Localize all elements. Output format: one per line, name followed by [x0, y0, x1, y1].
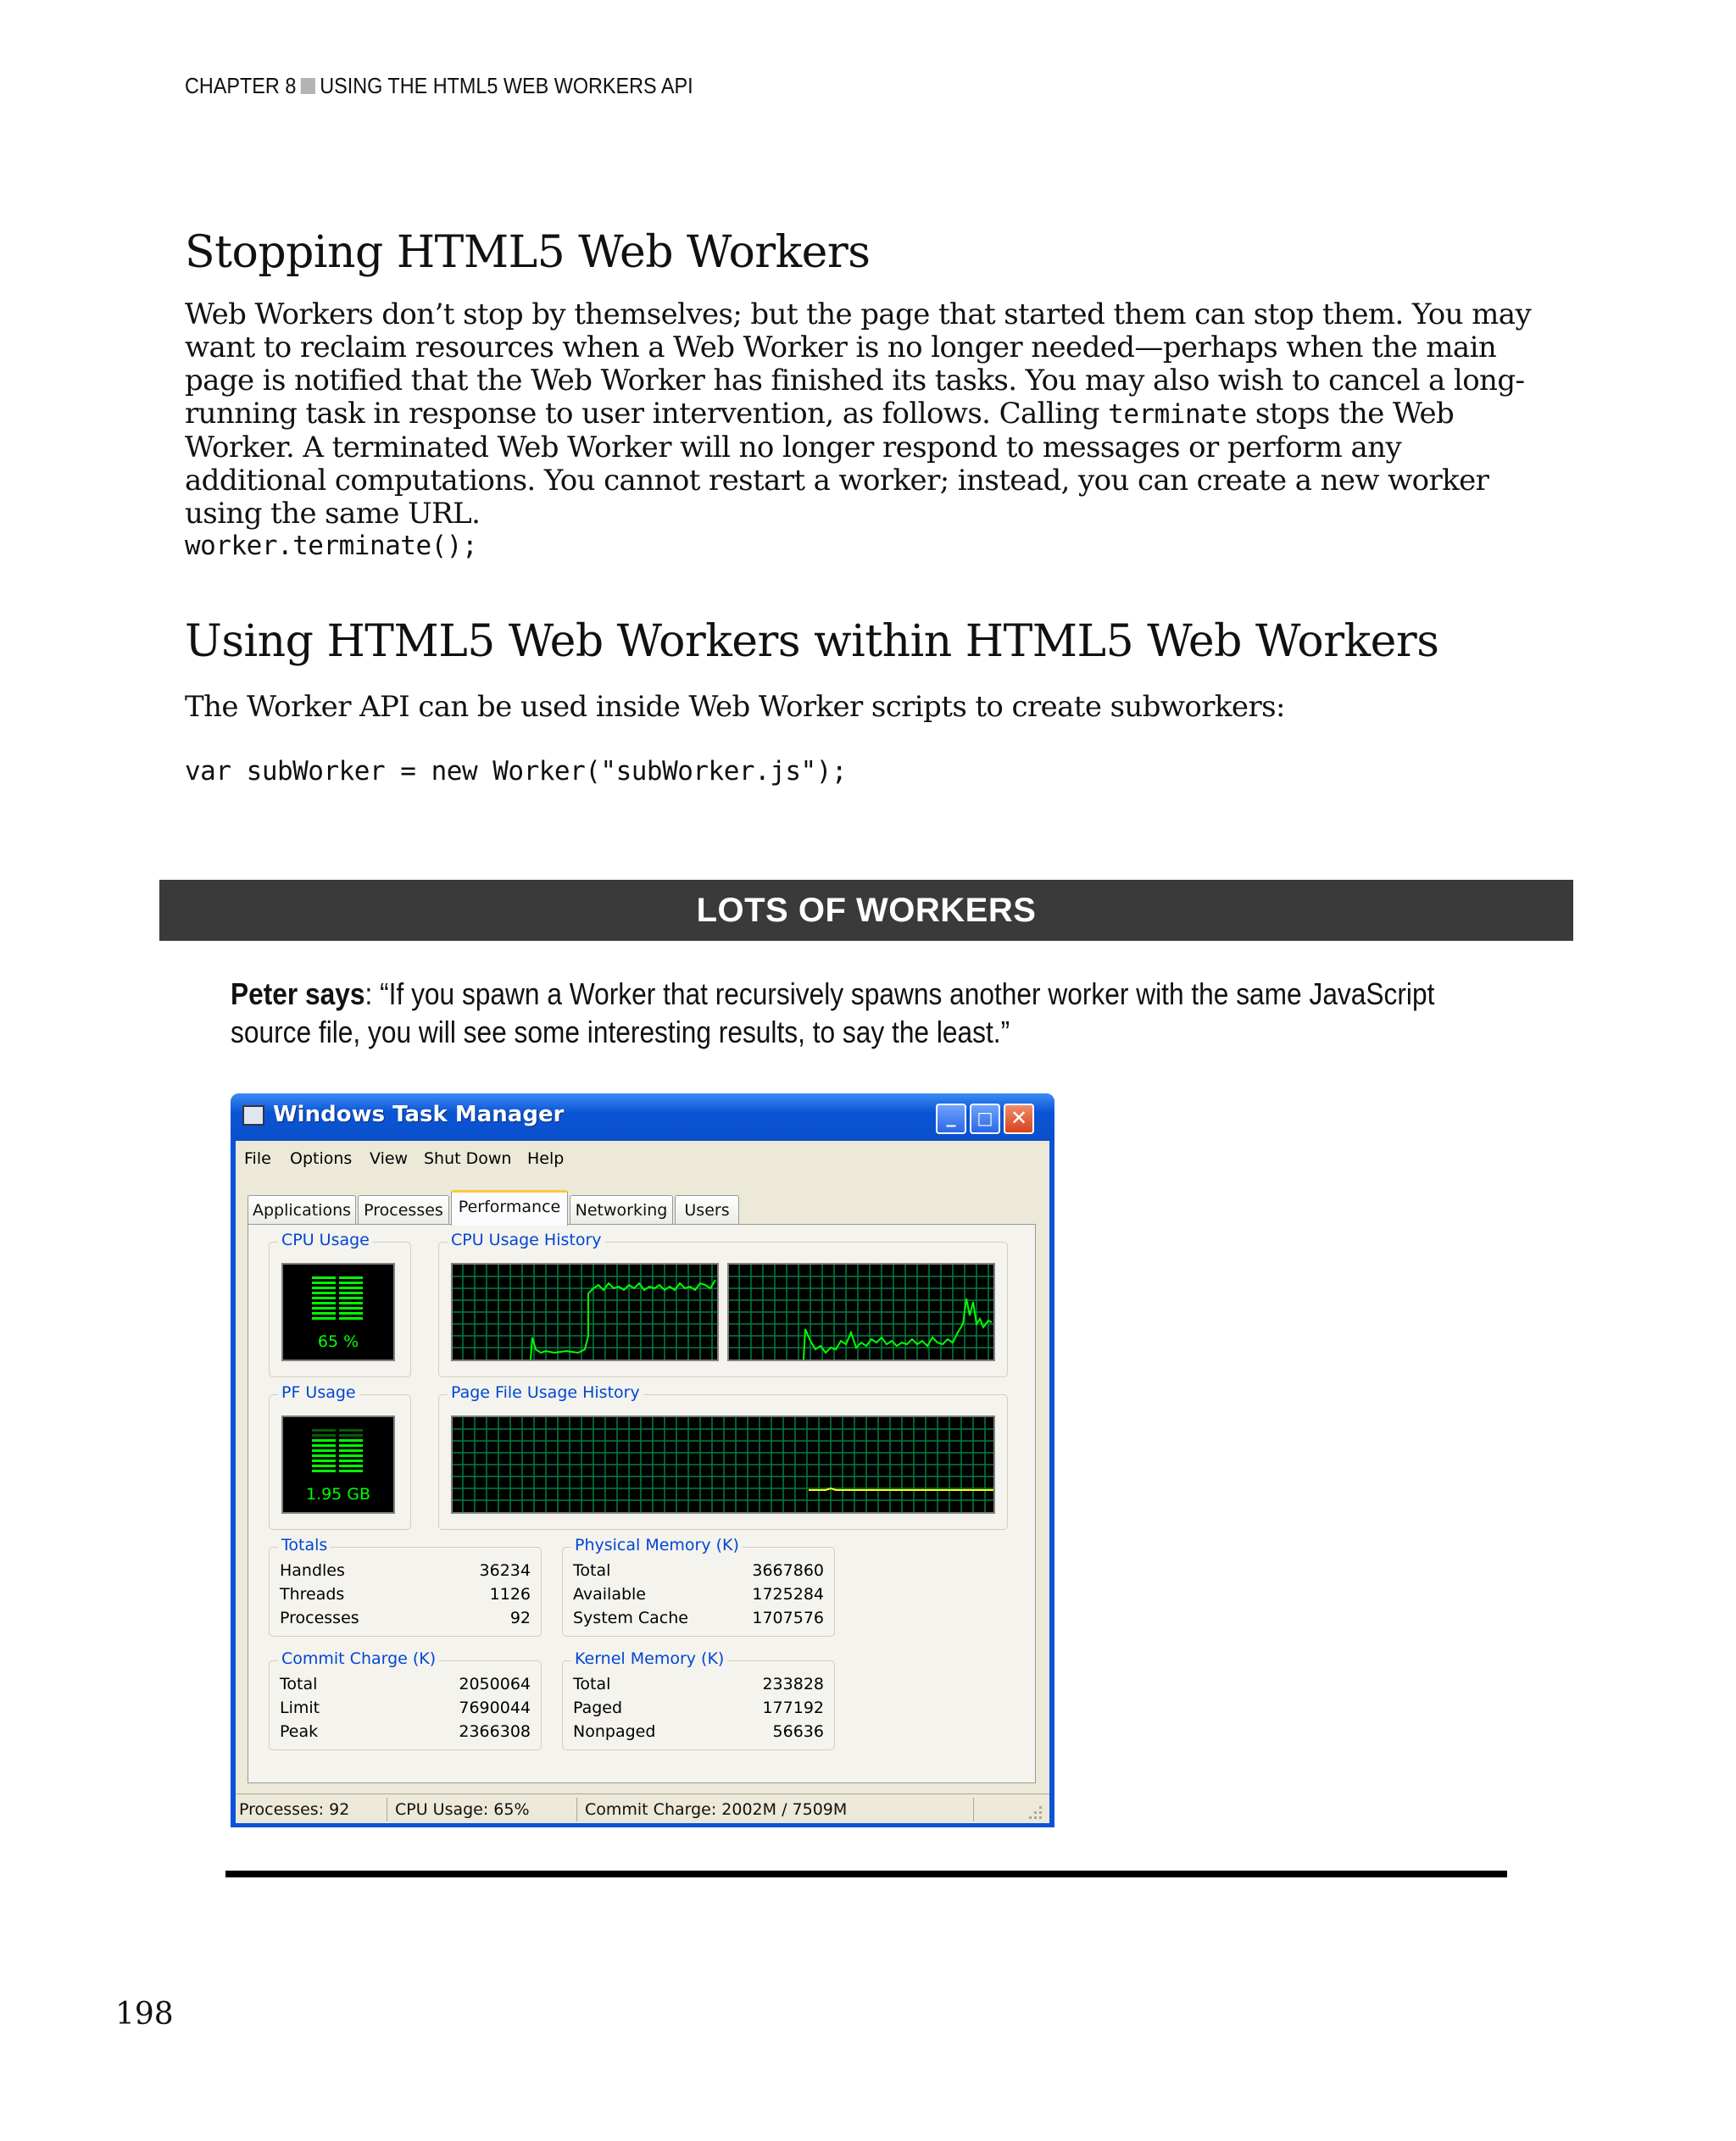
- paragraph-text: Web Workers don’t stop by themselves; but the page that started them can stop them. You may want to reclaim resources when a Web Worker is no longer needed—perhaps when the main page is notified that the Web Worker has finished its tasks. You may also wish to cancel a long-running task in response to user intervention, as follows. Calling: [185, 298, 1532, 431]
- pf-history-label: Page File Usage History: [448, 1383, 643, 1402]
- title-bar: [231, 1093, 1054, 1141]
- close-button[interactable]: ✕: [1004, 1104, 1034, 1134]
- cpu-history-graph-2: [727, 1263, 995, 1361]
- stat-row: [280, 1699, 531, 1722]
- tab-strip: [236, 1190, 1049, 1224]
- speaker: Peter says: [231, 976, 365, 1011]
- stat-value: 1725284: [752, 1585, 824, 1604]
- stat-value: 56636: [772, 1722, 824, 1741]
- stat-value: 3667860: [752, 1561, 824, 1580]
- sidebar-quote: [231, 975, 1483, 1051]
- running-head: [185, 73, 693, 99]
- tab-processes[interactable]: Processes: [358, 1195, 449, 1224]
- window-body: [236, 1141, 1049, 1822]
- pf-history-group: [438, 1383, 1008, 1530]
- physical-memory-label: Physical Memory (K): [571, 1536, 743, 1554]
- performance-panel: [248, 1224, 1036, 1783]
- physical-memory-group: [562, 1536, 835, 1637]
- kernel-memory-group: [562, 1649, 835, 1750]
- status-commit: Commit Charge: 2002M / 7509M: [585, 1800, 848, 1819]
- section-heading-subworkers: Using HTML5 Web Workers within HTML5 Web Workers: [185, 616, 1439, 667]
- menu-view[interactable]: View: [370, 1149, 409, 1168]
- stat-key: Total: [573, 1675, 611, 1693]
- status-separator: [973, 1798, 974, 1821]
- stat-key: Available: [573, 1585, 647, 1604]
- stat-key: Processes: [280, 1609, 359, 1627]
- stat-key: Handles: [280, 1561, 345, 1580]
- commit-charge-label: Commit Charge (K): [278, 1649, 439, 1668]
- stat-value: 36234: [479, 1561, 531, 1580]
- menu-help[interactable]: Help: [527, 1149, 565, 1168]
- stat-row: [573, 1699, 824, 1722]
- stat-value: 1707576: [752, 1609, 824, 1627]
- stat-key: Paged: [573, 1699, 623, 1717]
- stat-value: 2366308: [459, 1722, 531, 1741]
- pf-usage-group: [269, 1383, 411, 1530]
- tab-users[interactable]: Users: [675, 1195, 739, 1224]
- menu-file[interactable]: File: [244, 1149, 271, 1168]
- stat-row: [573, 1722, 824, 1746]
- minimize-button[interactable]: _: [936, 1104, 966, 1134]
- chapter-label: CHAPTER 8: [185, 73, 297, 98]
- stat-row: [573, 1675, 824, 1699]
- cpu-history-group: [438, 1231, 1008, 1377]
- chapter-title: USING THE HTML5 WEB WORKERS API: [320, 73, 693, 98]
- resize-grip-icon[interactable]: [1026, 1803, 1044, 1821]
- stat-row: [573, 1609, 824, 1632]
- cpu-usage-group: [269, 1231, 411, 1377]
- pf-usage-meter: [281, 1415, 395, 1514]
- stat-key: Total: [280, 1675, 318, 1693]
- pf-history-chart: [453, 1417, 993, 1512]
- page-number: 198: [115, 1997, 174, 2032]
- stat-row: [280, 1722, 531, 1746]
- cpu-history-graph-1: [451, 1263, 719, 1361]
- totals-table: [280, 1561, 531, 1632]
- sidebar-title: LOTS OF WORKERS: [696, 891, 1037, 929]
- stat-key: System Cache: [573, 1609, 688, 1627]
- tab-networking[interactable]: Networking: [570, 1195, 673, 1224]
- pf-usage-label: PF Usage: [278, 1383, 359, 1402]
- stat-row: [280, 1609, 531, 1632]
- sidebar-bottom-rule: [225, 1871, 1507, 1877]
- paragraph-stopping: [185, 298, 1541, 531]
- stat-row: [280, 1585, 531, 1609]
- status-bar: [236, 1793, 1049, 1823]
- menu-shut-down[interactable]: Shut Down: [424, 1149, 512, 1168]
- physical-memory-table: [573, 1561, 824, 1632]
- stat-key: Nonpaged: [573, 1722, 656, 1741]
- stat-key: Total: [573, 1561, 611, 1580]
- stat-value: 2050064: [459, 1675, 531, 1693]
- stat-key: Peak: [280, 1722, 319, 1741]
- stat-value: 233828: [762, 1675, 824, 1693]
- cpu-history-chart-2: [729, 1265, 993, 1360]
- task-manager-window: [231, 1093, 1054, 1827]
- code-subworker: var subWorker = new Worker("subWorker.js");: [185, 756, 848, 787]
- stat-row: [573, 1585, 824, 1609]
- menu-options[interactable]: Options: [290, 1149, 353, 1168]
- task-manager-icon: [242, 1105, 264, 1126]
- section-heading-stopping: Stopping HTML5 Web Workers: [185, 227, 871, 278]
- pf-meter-bars: [283, 1417, 393, 1485]
- paragraph-text: stops the Web Worker. A terminated Web Worker will no longer respond to messages or perform any additional computations. You cannot restart a worker; instead, you can create a new worker using the same URL.: [185, 397, 1489, 531]
- kernel-memory-label: Kernel Memory (K): [571, 1649, 727, 1668]
- commit-charge-group: [269, 1649, 542, 1750]
- status-separator: [576, 1798, 577, 1821]
- sidebar-title-bar: [159, 880, 1573, 941]
- inline-code-terminate: terminate: [1108, 399, 1247, 430]
- pf-usage-value: 1.95 GB: [305, 1485, 371, 1504]
- commit-charge-table: [280, 1675, 531, 1746]
- cpu-usage-meter: [281, 1263, 395, 1361]
- window-title: Windows Task Manager: [273, 1102, 565, 1127]
- maximize-button[interactable]: □: [970, 1104, 1000, 1134]
- separator-square-icon: [301, 78, 315, 94]
- stat-row: [280, 1675, 531, 1699]
- stat-value: 177192: [762, 1699, 824, 1717]
- stat-row: [280, 1561, 531, 1585]
- quote-text: : “If you spawn a Worker that recursively spawns another worker with the same JavaScript source file, you will see some interesting results, to say the least.”: [231, 976, 1435, 1049]
- stat-key: Limit: [280, 1699, 320, 1717]
- pf-history-graph: [451, 1415, 995, 1514]
- cpu-usage-value: 65 %: [317, 1332, 359, 1351]
- stat-key: Threads: [280, 1585, 345, 1604]
- stat-row: [573, 1561, 824, 1585]
- totals-label: Totals: [278, 1536, 331, 1554]
- status-processes: Processes: 92: [239, 1800, 350, 1819]
- tab-applications[interactable]: Applications: [248, 1195, 356, 1224]
- menu-bar: [236, 1141, 1049, 1175]
- status-cpu: CPU Usage: 65%: [395, 1800, 530, 1819]
- cpu-history-chart-1: [453, 1265, 717, 1360]
- tab-performance[interactable]: Performance: [451, 1190, 568, 1226]
- kernel-memory-table: [573, 1675, 824, 1746]
- stat-value: 7690044: [459, 1699, 531, 1717]
- paragraph-subworkers: The Worker API can be used inside Web Worker scripts to create subworkers:: [185, 690, 1285, 724]
- code-terminate: worker.terminate();: [185, 531, 478, 561]
- cpu-history-label: CPU Usage History: [448, 1231, 605, 1249]
- stat-value: 1126: [489, 1585, 531, 1604]
- cpu-meter-bars: [283, 1265, 393, 1332]
- stat-value: 92: [509, 1609, 531, 1627]
- totals-group: [269, 1536, 542, 1637]
- cpu-usage-label: CPU Usage: [278, 1231, 373, 1249]
